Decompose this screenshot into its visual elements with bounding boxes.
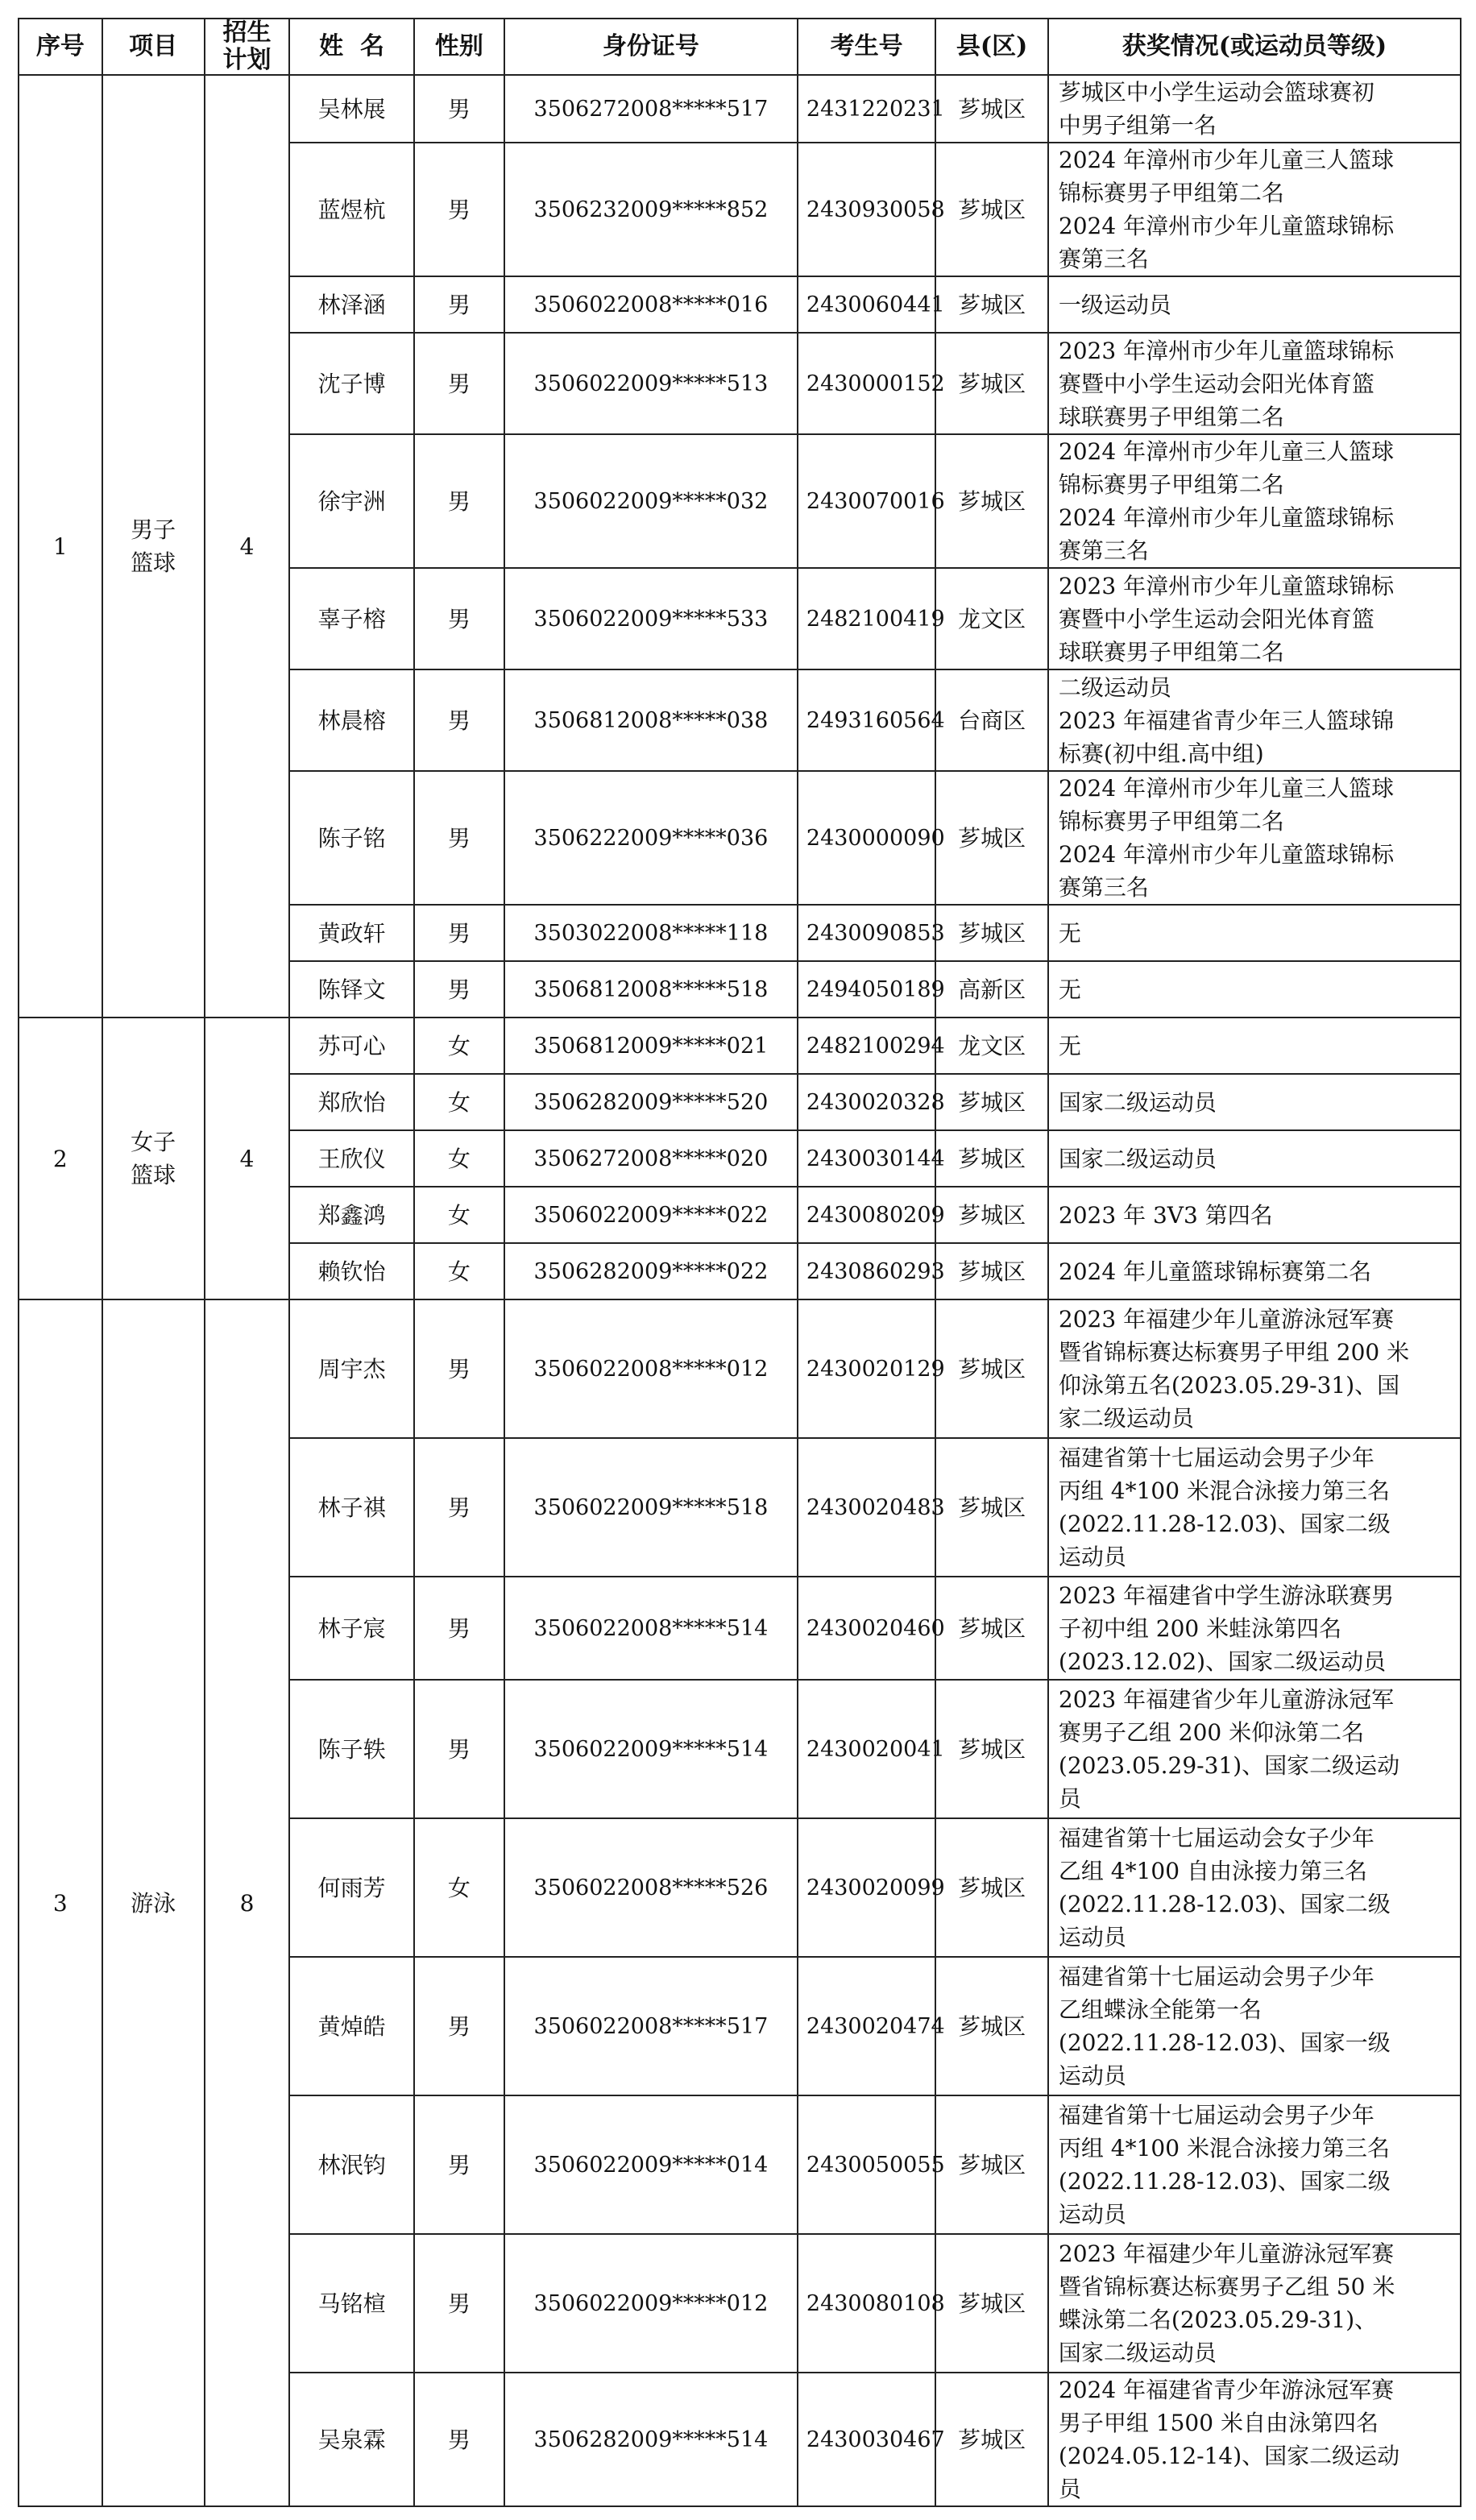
header-awards: 获奖情况(或运动员等级) <box>1048 19 1461 75</box>
candidate-exam-number: 2430860293 <box>798 1243 935 1299</box>
header-seq: 序号 <box>19 19 102 75</box>
candidate-district: 芗城区 <box>935 434 1048 568</box>
candidate-awards: 国家二级运动员 <box>1048 1074 1461 1130</box>
candidate-district: 芗城区 <box>935 1438 1048 1577</box>
candidate-id-number: 3506232009*****852 <box>504 143 798 276</box>
candidate-awards: 福建省第十七届运动会男子少年 丙组 4*100 米混合泳接力第三名 (2022.11.28-12.03)、国家二级 运动员 <box>1048 2095 1461 2234</box>
candidate-district: 芗城区 <box>935 2234 1048 2373</box>
candidate-id-number: 3506282009*****022 <box>504 1243 798 1299</box>
candidate-district: 芗城区 <box>935 1957 1048 2095</box>
candidate-awards: 2024 年漳州市少年儿童三人篮球 锦标赛男子甲组第二名 2024 年漳州市少年儿童篮球锦标 赛第三名 <box>1048 771 1461 905</box>
candidate-name: 沈子博 <box>289 333 413 434</box>
candidate-id-number: 3506022008*****526 <box>504 1818 798 1957</box>
candidate-awards: 一级运动员 <box>1048 276 1461 333</box>
candidate-district: 芗城区 <box>935 2373 1048 2506</box>
header-exam-number: 考生号 <box>798 19 935 75</box>
candidate-name: 郑欣怡 <box>289 1074 413 1130</box>
candidate-name: 黄焯皓 <box>289 1957 413 2095</box>
candidate-district: 龙文区 <box>935 568 1048 669</box>
candidate-awards: 二级运动员 2023 年福建省青少年三人篮球锦 标赛(初中组.高中组) <box>1048 669 1461 771</box>
candidate-exam-number: 2430020041 <box>798 1680 935 1818</box>
candidate-exam-number: 2494050189 <box>798 961 935 1018</box>
candidate-district: 芗城区 <box>935 1299 1048 1438</box>
candidate-gender: 男 <box>414 669 504 771</box>
candidate-gender: 男 <box>414 1680 504 1818</box>
candidate-district: 芗城区 <box>935 1130 1048 1187</box>
candidate-district: 芗城区 <box>935 1187 1048 1243</box>
candidate-awards: 2024 年儿童篮球锦标赛第二名 <box>1048 1243 1461 1299</box>
group-quota: 8 <box>205 1299 290 2506</box>
table-header-row <box>19 19 1461 75</box>
group-quota: 4 <box>205 75 290 1018</box>
candidate-id-number: 3506022009*****514 <box>504 1680 798 1818</box>
candidate-exam-number: 2430020099 <box>798 1818 935 1957</box>
candidate-exam-number: 2430000090 <box>798 771 935 905</box>
candidate-id-number: 3506272008*****020 <box>504 1130 798 1187</box>
candidate-name: 黄政轩 <box>289 905 413 961</box>
candidate-id-number: 3506022009*****014 <box>504 2095 798 2234</box>
candidate-awards: 2024 年漳州市少年儿童三人篮球 锦标赛男子甲组第二名 2024 年漳州市少年儿童篮球锦标 赛第三名 <box>1048 434 1461 568</box>
candidate-table <box>18 18 1461 2507</box>
candidate-name: 吴泉霖 <box>289 2373 413 2506</box>
candidate-exam-number: 2430070016 <box>798 434 935 568</box>
candidate-district: 芗城区 <box>935 1074 1048 1130</box>
header-project: 项目 <box>102 19 205 75</box>
candidate-exam-number: 2430090853 <box>798 905 935 961</box>
candidate-awards: 国家二级运动员 <box>1048 1130 1461 1187</box>
candidate-exam-number: 2430050055 <box>798 2095 935 2234</box>
candidate-name: 陈子铭 <box>289 771 413 905</box>
candidate-name: 林晨榕 <box>289 669 413 771</box>
candidate-id-number: 3506282009*****520 <box>504 1074 798 1130</box>
candidate-district: 芗城区 <box>935 143 1048 276</box>
table-row <box>19 1299 1461 1438</box>
candidate-gender: 女 <box>414 1130 504 1187</box>
candidate-gender: 男 <box>414 961 504 1018</box>
candidate-awards: 无 <box>1048 1018 1461 1074</box>
candidate-exam-number: 2430020483 <box>798 1438 935 1577</box>
table-body <box>19 75 1461 2506</box>
candidate-gender: 男 <box>414 1438 504 1577</box>
header-gender: 性别 <box>414 19 504 75</box>
candidate-awards: 2023 年福建省少年儿童游泳冠军 赛男子乙组 200 米仰泳第二名 (2023.05.29-31)、国家二级运动 员 <box>1048 1680 1461 1818</box>
candidate-gender: 男 <box>414 771 504 905</box>
candidate-gender: 男 <box>414 1957 504 2095</box>
candidate-exam-number: 2430020328 <box>798 1074 935 1130</box>
candidate-id-number: 3506022009*****032 <box>504 434 798 568</box>
candidate-gender: 男 <box>414 333 504 434</box>
candidate-exam-number: 2430080209 <box>798 1187 935 1243</box>
candidate-name: 陈子轶 <box>289 1680 413 1818</box>
candidate-gender: 女 <box>414 1187 504 1243</box>
group-seq: 1 <box>19 75 102 1018</box>
candidate-name: 林子祺 <box>289 1438 413 1577</box>
group-project: 女子 篮球 <box>102 1018 205 1299</box>
candidate-district: 芗城区 <box>935 2095 1048 2234</box>
candidate-id-number: 3506022008*****016 <box>504 276 798 333</box>
candidate-awards: 2023 年漳州市少年儿童篮球锦标 赛暨中小学生运动会阳光体育篮 球联赛男子甲组第二名 <box>1048 333 1461 434</box>
candidate-exam-number: 2493160564 <box>798 669 935 771</box>
candidate-exam-number: 2430020129 <box>798 1299 935 1438</box>
candidate-gender: 女 <box>414 1074 504 1130</box>
candidate-name: 郑鑫鸿 <box>289 1187 413 1243</box>
candidate-gender: 男 <box>414 1299 504 1438</box>
candidate-awards: 福建省第十七届运动会女子少年 乙组 4*100 自由泳接力第三名 (2022.11.28-12.03)、国家二级 运动员 <box>1048 1818 1461 1957</box>
candidate-exam-number: 2430000152 <box>798 333 935 434</box>
candidate-district: 芗城区 <box>935 1243 1048 1299</box>
candidate-district: 龙文区 <box>935 1018 1048 1074</box>
group-seq: 3 <box>19 1299 102 2506</box>
candidate-name: 林子宸 <box>289 1577 413 1680</box>
candidate-gender: 男 <box>414 276 504 333</box>
candidate-district: 芗城区 <box>935 905 1048 961</box>
candidate-id-number: 3506022009*****518 <box>504 1438 798 1577</box>
candidate-district: 台商区 <box>935 669 1048 771</box>
group-quota: 4 <box>205 1018 290 1299</box>
candidate-awards: 福建省第十七届运动会男子少年 乙组蝶泳全能第一名 (2022.11.28-12.03)、国家一级 运动员 <box>1048 1957 1461 2095</box>
candidate-gender: 男 <box>414 75 504 143</box>
candidate-gender: 男 <box>414 434 504 568</box>
candidate-name: 吴林展 <box>289 75 413 143</box>
table-row <box>19 75 1461 143</box>
header-district: 县(区) <box>935 19 1048 75</box>
group-seq: 2 <box>19 1018 102 1299</box>
candidate-id-number: 3506022009*****513 <box>504 333 798 434</box>
candidate-district: 芗城区 <box>935 1818 1048 1957</box>
header-id-number: 身份证号 <box>504 19 798 75</box>
candidate-id-number: 3506282009*****514 <box>504 2373 798 2506</box>
candidate-id-number: 3506812008*****038 <box>504 669 798 771</box>
candidate-awards: 芗城区中小学生运动会篮球赛初 中男子组第一名 <box>1048 75 1461 143</box>
candidate-awards: 福建省第十七届运动会男子少年 丙组 4*100 米混合泳接力第三名 (2022.11.28-12.03)、国家二级 运动员 <box>1048 1438 1461 1577</box>
candidate-name: 苏可心 <box>289 1018 413 1074</box>
candidate-awards: 无 <box>1048 905 1461 961</box>
candidate-id-number: 3506022009*****533 <box>504 568 798 669</box>
candidate-awards: 2024 年福建省青少年游泳冠军赛 男子甲组 1500 米自由泳第四名 (2024.05.12-14)、国家二级运动 员 <box>1048 2373 1461 2506</box>
candidate-awards: 2023 年福建少年儿童游泳冠军赛 暨省锦标赛达标赛男子乙组 50 米 蝶泳第二名(2023.05.29-31)、 国家二级运动员 <box>1048 2234 1461 2373</box>
candidate-exam-number: 2431220231 <box>798 75 935 143</box>
candidate-district: 芗城区 <box>935 771 1048 905</box>
candidate-name: 周宇杰 <box>289 1299 413 1438</box>
candidate-exam-number: 2482100419 <box>798 568 935 669</box>
candidate-district: 芗城区 <box>935 276 1048 333</box>
candidate-id-number: 3506022008*****517 <box>504 1957 798 2095</box>
candidate-id-number: 3506812008*****518 <box>504 961 798 1018</box>
candidate-exam-number: 2430030467 <box>798 2373 935 2506</box>
candidate-district: 芗城区 <box>935 75 1048 143</box>
candidate-gender: 男 <box>414 2234 504 2373</box>
candidate-gender: 女 <box>414 1243 504 1299</box>
candidate-id-number: 3506222009*****036 <box>504 771 798 905</box>
candidate-name: 林泽涵 <box>289 276 413 333</box>
group-project: 男子 篮球 <box>102 75 205 1018</box>
header-name: 姓 名 <box>289 19 413 75</box>
candidate-id-number: 3503022008*****118 <box>504 905 798 961</box>
candidate-gender: 男 <box>414 2095 504 2234</box>
candidate-district: 芗城区 <box>935 1577 1048 1680</box>
candidate-gender: 男 <box>414 905 504 961</box>
candidate-name: 蓝煜杭 <box>289 143 413 276</box>
header-quota: 招生 计划 <box>205 19 290 75</box>
candidate-gender: 男 <box>414 1577 504 1680</box>
candidate-name: 陈铎文 <box>289 961 413 1018</box>
candidate-exam-number: 2482100294 <box>798 1018 935 1074</box>
group-project: 游泳 <box>102 1299 205 2506</box>
candidate-id-number: 3506022008*****514 <box>504 1577 798 1680</box>
candidate-awards: 2023 年 3V3 第四名 <box>1048 1187 1461 1243</box>
candidate-gender: 男 <box>414 568 504 669</box>
candidate-gender: 男 <box>414 143 504 276</box>
candidate-awards: 无 <box>1048 961 1461 1018</box>
candidate-id-number: 3506272008*****517 <box>504 75 798 143</box>
candidate-exam-number: 2430930058 <box>798 143 935 276</box>
candidate-district: 芗城区 <box>935 1680 1048 1818</box>
candidate-awards: 2023 年福建省中学生游泳联赛男 子初中组 200 米蛙泳第四名 (2023.12.02)、国家二级运动员 <box>1048 1577 1461 1680</box>
candidate-exam-number: 2430030144 <box>798 1130 935 1187</box>
candidate-id-number: 3506812009*****021 <box>504 1018 798 1074</box>
candidate-id-number: 3506022008*****012 <box>504 1299 798 1438</box>
candidate-exam-number: 2430020460 <box>798 1577 935 1680</box>
candidate-awards: 2023 年福建少年儿童游泳冠军赛 暨省锦标赛达标赛男子甲组 200 米 仰泳第五名(2023.05.29-31)、国 家二级运动员 <box>1048 1299 1461 1438</box>
candidate-id-number: 3506022009*****022 <box>504 1187 798 1243</box>
candidate-name: 辜子榕 <box>289 568 413 669</box>
candidate-gender: 女 <box>414 1018 504 1074</box>
candidate-district: 芗城区 <box>935 333 1048 434</box>
candidate-name: 马铭楦 <box>289 2234 413 2373</box>
candidate-awards: 2024 年漳州市少年儿童三人篮球 锦标赛男子甲组第二名 2024 年漳州市少年儿童篮球锦标 赛第三名 <box>1048 143 1461 276</box>
candidate-name: 何雨芳 <box>289 1818 413 1957</box>
candidate-exam-number: 2430020474 <box>798 1957 935 2095</box>
candidate-gender: 女 <box>414 1818 504 1957</box>
candidate-name: 王欣仪 <box>289 1130 413 1187</box>
table-row <box>19 1018 1461 1074</box>
candidate-district: 高新区 <box>935 961 1048 1018</box>
candidate-name: 赖钦怡 <box>289 1243 413 1299</box>
candidate-id-number: 3506022009*****012 <box>504 2234 798 2373</box>
candidate-name: 林泯钧 <box>289 2095 413 2234</box>
candidate-exam-number: 2430060441 <box>798 276 935 333</box>
candidate-gender: 男 <box>414 2373 504 2506</box>
candidate-name: 徐宇洲 <box>289 434 413 568</box>
candidate-exam-number: 2430080108 <box>798 2234 935 2373</box>
candidate-awards: 2023 年漳州市少年儿童篮球锦标 赛暨中小学生运动会阳光体育篮 球联赛男子甲组第二名 <box>1048 568 1461 669</box>
